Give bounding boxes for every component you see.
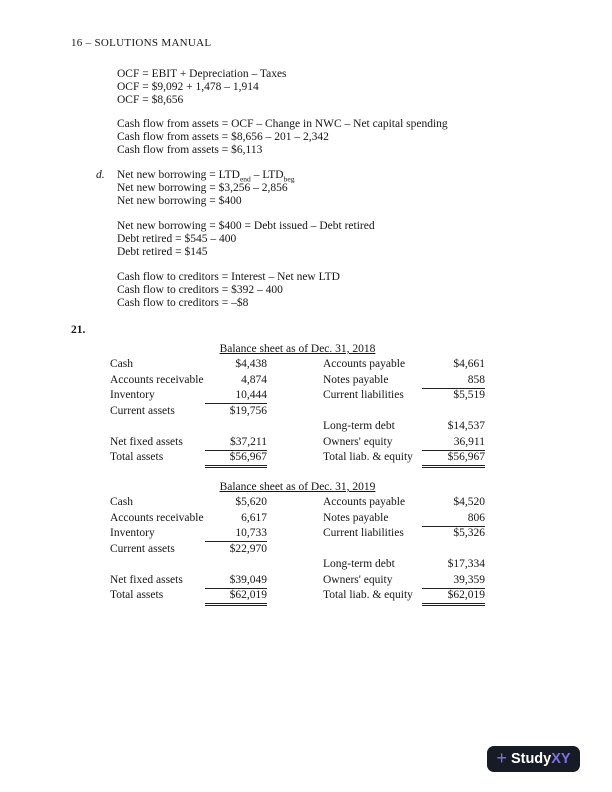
account-label: Accounts receivable	[110, 373, 204, 386]
account-label	[110, 558, 205, 572]
account-value	[205, 558, 267, 572]
studyxy-badge	[487, 746, 580, 772]
account-value: $4,520	[453, 496, 485, 508]
table-row	[110, 358, 485, 374]
account-label: Owners' equity	[323, 435, 393, 448]
account-value: 36,911	[422, 436, 485, 451]
solution-line: Debt retired = $545 – 400	[117, 233, 237, 245]
debt-retired-paragraph	[117, 220, 375, 259]
account-label	[323, 543, 422, 557]
account-label: Inventory	[110, 527, 155, 539]
solution-line: Cash flow from assets = OCF – Change in NWC – Net capital spending	[117, 118, 448, 130]
subscript-end: end	[239, 174, 251, 184]
solution-line: Net new borrowing = $400 = Debt issued – Debt retired	[117, 220, 375, 232]
solution-line: Debt retired = $145	[117, 246, 208, 258]
account-label: Long-term debt	[323, 558, 395, 570]
table-row	[110, 527, 485, 543]
table-row	[110, 589, 485, 605]
solution-line: Cash flow from assets = $8,656 – 201 – 2,342	[117, 131, 329, 143]
item-d-marker: d.	[96, 169, 105, 181]
account-label: Notes payable	[323, 511, 389, 524]
account-label	[110, 420, 205, 434]
account-label: Cash	[110, 358, 133, 370]
account-value: 4,874	[241, 373, 267, 386]
account-label: Current liabilities	[323, 389, 404, 401]
account-value: $5,620	[235, 496, 267, 508]
table-row	[110, 420, 485, 436]
table-row	[110, 389, 485, 405]
solution-line: OCF = $9,092 + 1,478 – 1,914	[117, 81, 259, 93]
table-row	[110, 574, 485, 590]
account-value: $14,537	[447, 420, 485, 432]
formula-text: – LTD	[250, 169, 284, 181]
account-value: 39,359	[422, 574, 485, 589]
account-label: Total assets	[110, 589, 164, 601]
account-label: Long-term debt	[323, 420, 395, 432]
account-label: Current assets	[110, 542, 175, 555]
item-21-marker: 21.	[71, 324, 86, 336]
balance-sheet-title: Balance sheet as of Dec. 31, 2019	[219, 481, 376, 493]
table-row	[110, 496, 485, 512]
account-label: Current liabilities	[323, 527, 404, 539]
brand-xy-text: XY	[551, 751, 571, 767]
account-label: Total assets	[110, 451, 164, 463]
table-row	[110, 543, 485, 559]
subscript-beg: beg	[283, 174, 295, 184]
account-label: Cash	[110, 496, 133, 508]
account-value: $56,967	[422, 451, 485, 468]
account-value: $22,970	[229, 542, 267, 555]
account-label: Accounts payable	[323, 358, 406, 370]
account-label: Current assets	[110, 404, 175, 417]
account-value: $62,019	[422, 589, 485, 606]
account-value: $37,211	[205, 436, 267, 451]
account-value: $4,661	[453, 358, 485, 370]
account-value: $19,756	[229, 404, 267, 417]
table-row	[110, 558, 485, 574]
solution-line: Cash flow from assets = $6,113	[117, 144, 263, 156]
account-value: $39,049	[205, 574, 267, 589]
table-row	[110, 512, 485, 528]
table-row	[110, 405, 485, 421]
solution-line: Cash flow to creditors = $392 – 400	[117, 284, 283, 296]
balance-sheet-2019	[110, 480, 485, 605]
table-row	[110, 436, 485, 452]
formula-text: Net new borrowing = LTD	[117, 169, 240, 181]
account-value: $62,019	[205, 589, 267, 606]
solution-line	[117, 169, 294, 182]
account-label: Net fixed assets	[110, 435, 183, 448]
account-value: $17,334	[447, 558, 485, 570]
account-value	[205, 420, 267, 434]
balance-sheet-title: Balance sheet as of Dec. 31, 2018	[219, 343, 376, 355]
account-label: Net fixed assets	[110, 573, 183, 586]
account-label: Notes payable	[323, 373, 389, 386]
plus-icon: +	[496, 748, 507, 768]
account-label: Accounts receivable	[110, 511, 204, 524]
account-value: 6,617	[241, 511, 267, 524]
account-label: Total liab. & equity	[323, 451, 413, 463]
table-row	[110, 374, 485, 390]
account-label: Accounts payable	[323, 496, 406, 508]
account-value: $5,326	[453, 527, 485, 539]
solution-line: OCF = $8,656	[117, 94, 184, 106]
balance-sheet-2018	[110, 342, 485, 467]
brand-study-text: Study	[510, 751, 552, 767]
solution-line: Net new borrowing = $3,256 – 2,856	[117, 182, 288, 194]
account-value: $5,519	[453, 389, 485, 401]
ocf-paragraph	[117, 68, 287, 107]
solution-line: OCF = EBIT + Depreciation – Taxes	[117, 68, 287, 80]
borrowing-paragraph	[117, 169, 294, 208]
account-value: 806	[422, 512, 485, 527]
creditors-paragraph	[117, 271, 340, 310]
account-label	[323, 405, 422, 419]
account-label: Total liab. & equity	[323, 589, 413, 601]
account-value: 10,444	[205, 389, 267, 404]
account-value: $4,438	[235, 358, 267, 370]
table-row	[110, 451, 485, 467]
account-label: Inventory	[110, 389, 155, 401]
account-value	[422, 405, 485, 419]
account-value	[422, 543, 485, 557]
solution-line: Cash flow to creditors = Interest – Net new LTD	[117, 271, 340, 283]
account-value: 10,733	[205, 527, 267, 542]
account-value: $56,967	[205, 451, 267, 468]
solution-line: Cash flow to creditors = –$8	[117, 297, 249, 309]
account-value: 858	[422, 374, 485, 389]
cfa-paragraph	[117, 118, 448, 157]
solution-line: Net new borrowing = $400	[117, 195, 242, 207]
page-header: 16 – SOLUTIONS MANUAL	[71, 37, 212, 49]
account-label: Owners' equity	[323, 573, 393, 586]
